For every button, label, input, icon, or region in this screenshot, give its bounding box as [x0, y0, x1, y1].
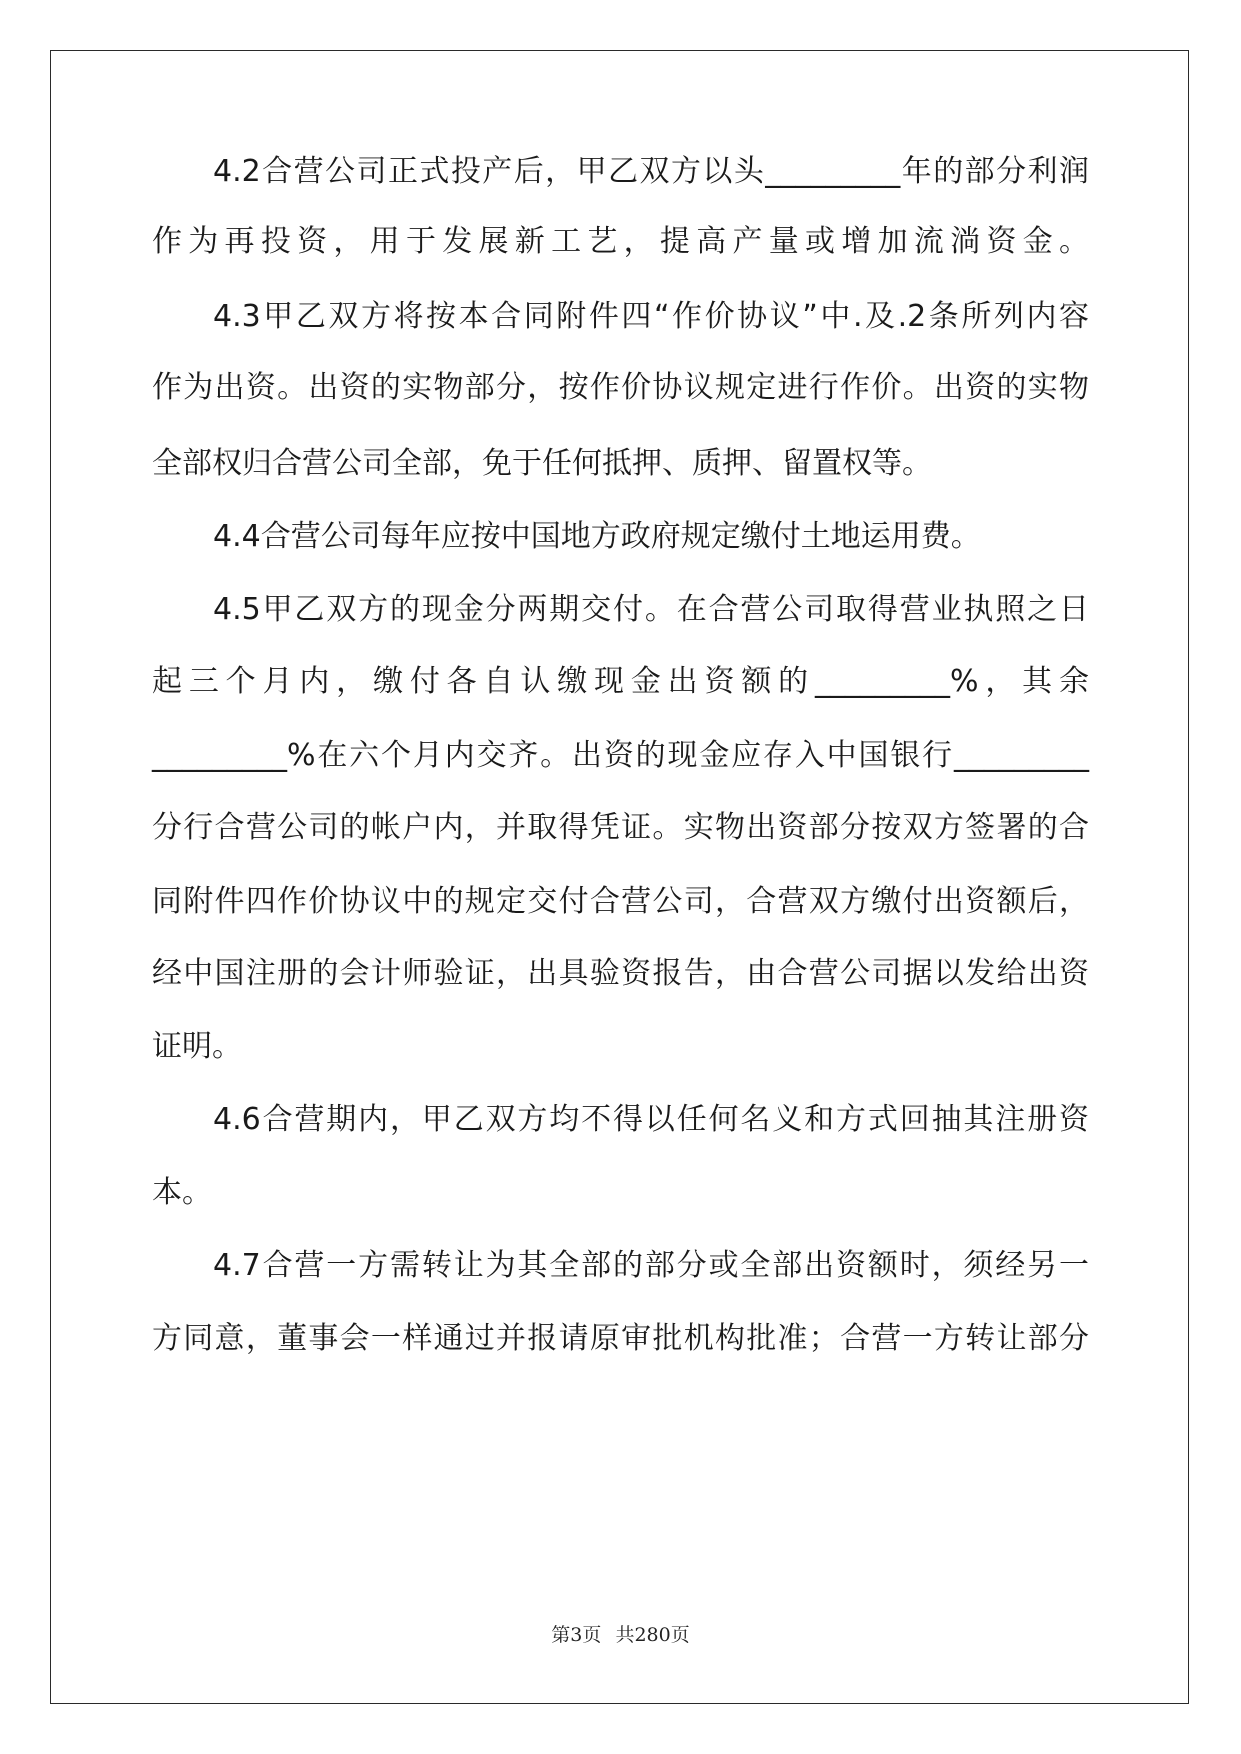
text-line: 起三个月内，缴付各自认缴现金出资额的_________%，其余	[152, 664, 1089, 699]
text-line: 全部权归合营公司全部，免于任何抵押、质押、留置权等。	[152, 446, 932, 481]
page-footer	[0, 1620, 1241, 1647]
text-line: 4.5甲乙双方的现金分两期交付。在合营公司取得营业执照之日	[213, 592, 1089, 627]
text-line: 经中国注册的会计师验证，出具验资报告，由合营公司据以发给出资	[152, 956, 1089, 991]
text-line: 作为再投资，用于发展新工艺，提高产量或增加流淌资金。	[152, 224, 1089, 259]
text-line: 4.3甲乙双方将按本合同附件四“作价协议”中.及.2条所列内容	[213, 299, 1089, 334]
text-line: _________%在六个月内交齐。出资的现金应存入中国银行_________	[152, 738, 1089, 773]
page-number: 第3页	[551, 1624, 602, 1646]
text-line: 4.6合营期内，甲乙双方均不得以任何名义和方式回抽其注册资	[213, 1102, 1089, 1137]
text-line: 本。	[152, 1175, 212, 1210]
text-line: 分行合营公司的帐户内，并取得凭证。实物出资部分按双方签署的合	[152, 810, 1089, 845]
text-line: 证明。	[152, 1029, 242, 1064]
text-line: 4.7合营一方需转让为其全部的部分或全部出资额时，须经另一	[213, 1248, 1089, 1283]
text-line: 方同意，董事会一样通过并报请原审批机构批准；合营一方转让部分	[152, 1321, 1089, 1356]
text-line: 4.4合营公司每年应按中国地方政府规定缴付土地运用费。	[213, 519, 981, 554]
text-line: 同附件四作价协议中的规定交付合营公司，合营双方缴付出资额后，	[152, 884, 1089, 919]
text-line: 4.2合营公司正式投产后，甲乙双方以头_________年的部分利润	[213, 154, 1089, 189]
text-line: 作为出资。出资的实物部分，按作价协议规定进行作价。出资的实物	[152, 370, 1089, 405]
total-pages: 共280页	[615, 1624, 690, 1646]
